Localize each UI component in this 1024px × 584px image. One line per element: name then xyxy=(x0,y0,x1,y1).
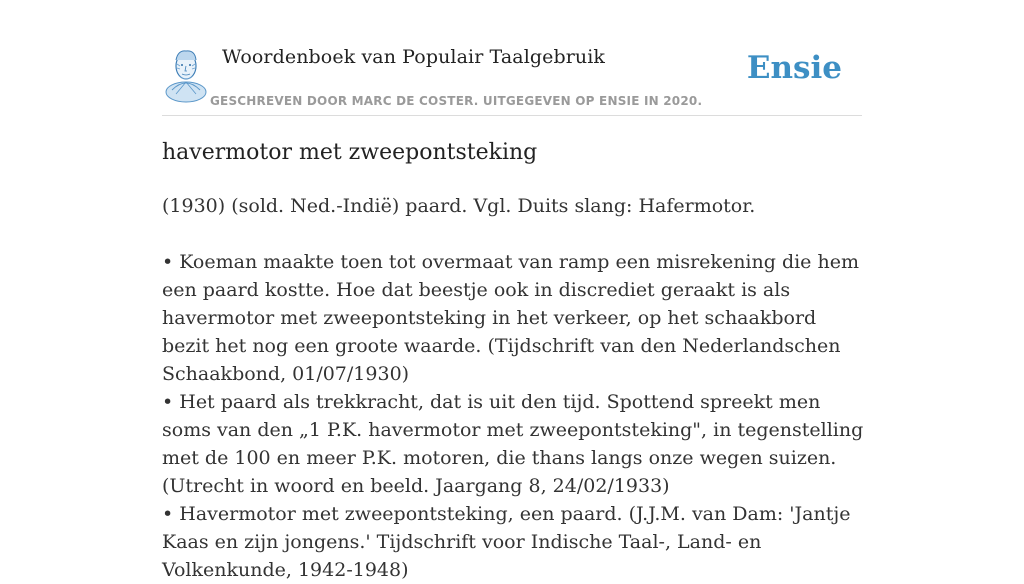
ensie-logo-link[interactable]: Ensie xyxy=(746,50,842,86)
definition-intro: (1930) (sold. Ned.-Indië) paard. Vgl. Duits slang: Hafermotor. xyxy=(162,195,756,217)
site-header xyxy=(162,40,862,116)
citation-quote: • Het paard als trekkracht, dat is uit den tijd. Spottend spreekt men soms van den „1 P.K. havermotor met zweepontsteking", in tegenstelling met de 100 en meer P.K. motoren, die thans langs onze wegen suizen. (Utrecht in woord en beeld. Jaargang 8, 24/02/1933) xyxy=(162,391,864,497)
book-title[interactable]: Woordenboek van Populair Taalgebruik xyxy=(222,46,606,68)
citation-quote: • Havermotor met zweepontsteking, een paard. (J.J.M. van Dam: 'Jantje Kaas en zijn jongens.' Tijdschrift voor Indische Taal-, Land- en Volkenkunde, 1942-1948) xyxy=(162,503,851,581)
entry-definition xyxy=(162,192,867,584)
author-portrait-icon xyxy=(164,46,208,96)
byline: GESCHREVEN DOOR MARC DE COSTER. UITGEGEVEN OP ENSIE IN 2020. xyxy=(210,94,703,108)
entry-title: havermotor met zweepontsteking xyxy=(162,140,538,165)
paragraph-spacer xyxy=(162,220,867,248)
citation-quote: • Koeman maakte toen tot overmaat van ramp een misrekening die hem een paard kostte. Hoe dat beestje ook in discrediet geraakt is als havermotor met zweepontsteking in het verkeer, op het schaakbord bezit het nog een groote waarde. (Tijdschrift van den Nederlandschen Schaakbond, 01/07/1930) xyxy=(162,251,859,385)
